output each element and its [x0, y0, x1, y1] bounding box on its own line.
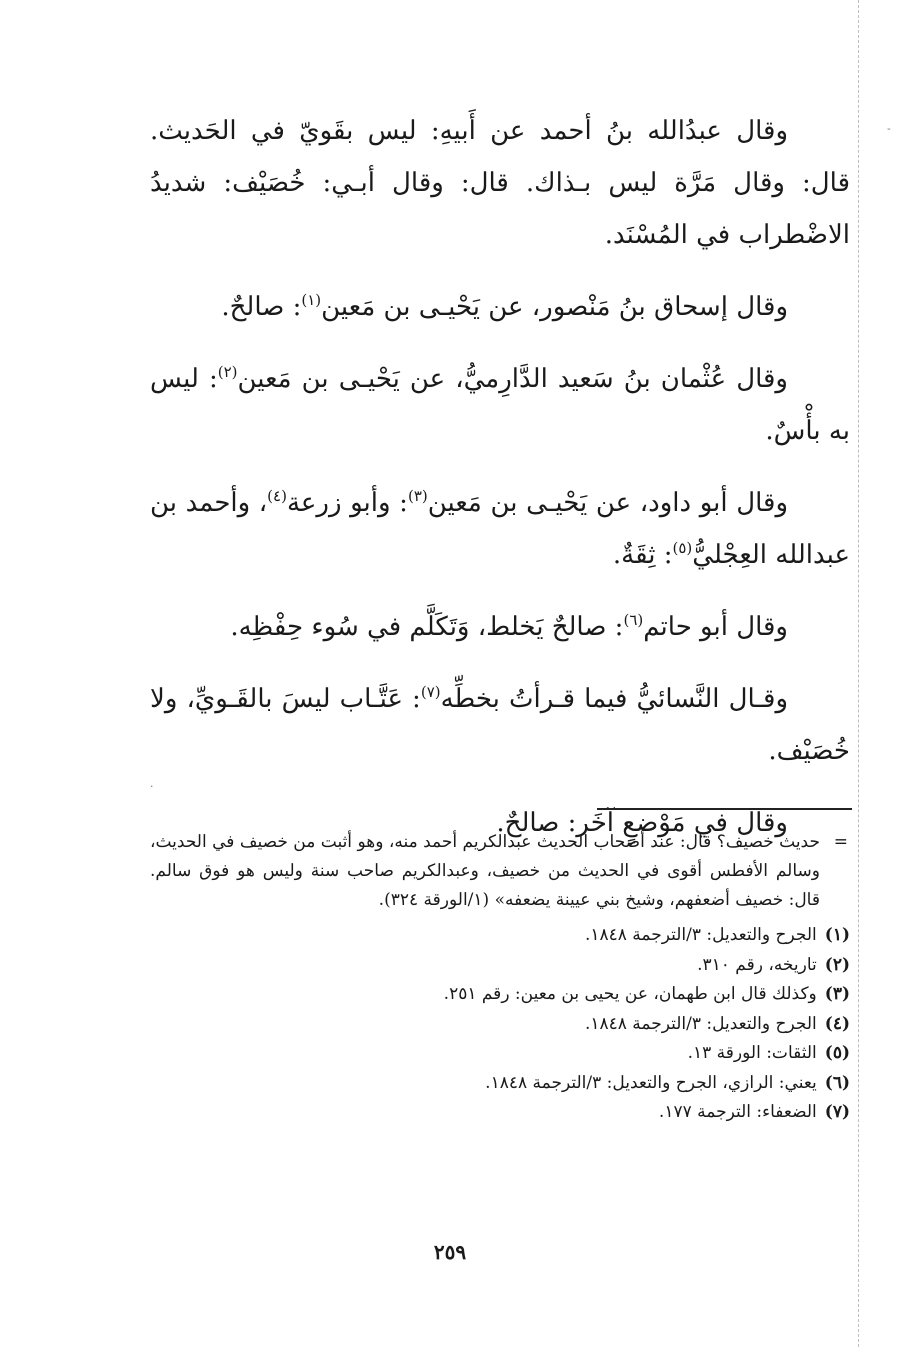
footnote-item [150, 1098, 850, 1128]
footnote-text: وكذلك قال ابن طهمان، عن يحيى بن معين: رقم ٢٥١. [443, 984, 817, 1004]
footnote-item [150, 1039, 850, 1069]
continuation-marker: = [833, 832, 848, 852]
scan-speck: · [150, 780, 154, 793]
footnote-number: (٦) [824, 1072, 850, 1093]
footnote-number: (٤) [824, 1013, 850, 1034]
footnote-item [150, 980, 850, 1010]
footnote-ref: (٧) [420, 683, 441, 701]
footnote-item [150, 1010, 850, 1040]
footnote-text: الثقات: الورقة ١٣. [687, 1043, 817, 1063]
paragraph-2: وقال إسحاق بنُ مَنْصور، عن يَحْيـى بن مَعين$^{(١)}$: صالحٌ. [221, 291, 788, 322]
footnote-number: (٢) [824, 954, 850, 975]
footnote-ref: (١) [301, 291, 322, 309]
scan-edge-line [858, 0, 859, 1347]
footnote-ref: (٢) [217, 363, 238, 381]
footnote-continuation [150, 828, 850, 915]
paragraph-5: وقال أبو حاتم$^{(٦)}$: صالحٌ يَخلط، وَتَكَلَّم في سُوء حِفْظِه. [230, 611, 788, 642]
footnote-text: الجرح والتعديل: ٣/الترجمة ١٨٤٨. [584, 925, 817, 945]
footnote-ref: (٥) [672, 539, 693, 557]
footnote-number: (١) [824, 925, 850, 945]
page-number: ٢٥٩ [433, 1240, 467, 1264]
footnotes [150, 828, 850, 1128]
footnote-item [150, 1069, 850, 1099]
footnote-item [150, 951, 850, 981]
paragraph-7: وقال في مَوْضعٍ آخَر: صالحٌ. [496, 808, 788, 838]
scan-speck: - [887, 122, 891, 135]
paragraph-1: وقال عبدُالله بنُ أحمد عن أَبيهِ: ليس بقَويّ في الحَديث. قال: وقال مَرَّة ليس بـذاك. قال: وقال أبـي: خُصَيْف: شديدُ الاضْطراب في المُسْنَد. [150, 116, 850, 250]
paragraph-3: وقال عُثْمان بنُ سَعيد الدَّارِميُّ، عن يَحْيـى بن مَعين$^{(٢)}$: ليس به بأْسٌ. [150, 363, 850, 446]
footnote-text: تاريخه، رقم ٣١٠. [697, 954, 817, 975]
footnote-item [150, 921, 850, 951]
footnote-text: يعني: الرازي، الجرح والتعديل: ٣/الترجمة ١٨٤٨. [485, 1072, 817, 1093]
continuation-text: حديث خصيف؟ قال: عند أصحاب الحديث عبدالكريم أحمد منه، وهو أثبت من خصيف في الحديث، وسالم الأفطس أقوى في الحديث من خصيف، وعبدالكريم صاحب سنة وليس هو فوق سالم. قال: خصيف أضعفهم، وشيخ بني عيينة يضعفه» (١/الورقة ٣٢٤). [150, 832, 820, 910]
footnote-number: (٣) [824, 984, 850, 1004]
footnote-number: (٥) [824, 1043, 850, 1063]
footnote-ref: (٤) [267, 487, 287, 505]
footnote-ref: (٣) [407, 487, 428, 505]
main-text [150, 105, 850, 849]
footnote-text: الجرح والتعديل: ٣/الترجمة ١٨٤٨. [584, 1013, 817, 1034]
footnote-text: الضعفاء: الترجمة ١٧٧. [658, 1102, 817, 1122]
footnote-ref: (٦) [623, 611, 644, 629]
footnote-separator [597, 808, 852, 810]
paragraph-6: وقـال النَّسائيُّ فيما قـرأتُ بخطِّه$^{(٧)}$: عَتَّـاب ليسَ بالقَـويِّ، ولا خُصَيْف. [150, 683, 850, 766]
paragraph-4: وقال أبو داود، عن يَحْيـى بن مَعين$^{(٣)}$: وأبو زرعة$^{(٤)}$، وأحمد بن عبدالله العِجْليُّ$^{(٥)}$: ثِقَةٌ. [150, 487, 850, 570]
footnote-number: (٧) [824, 1102, 850, 1122]
